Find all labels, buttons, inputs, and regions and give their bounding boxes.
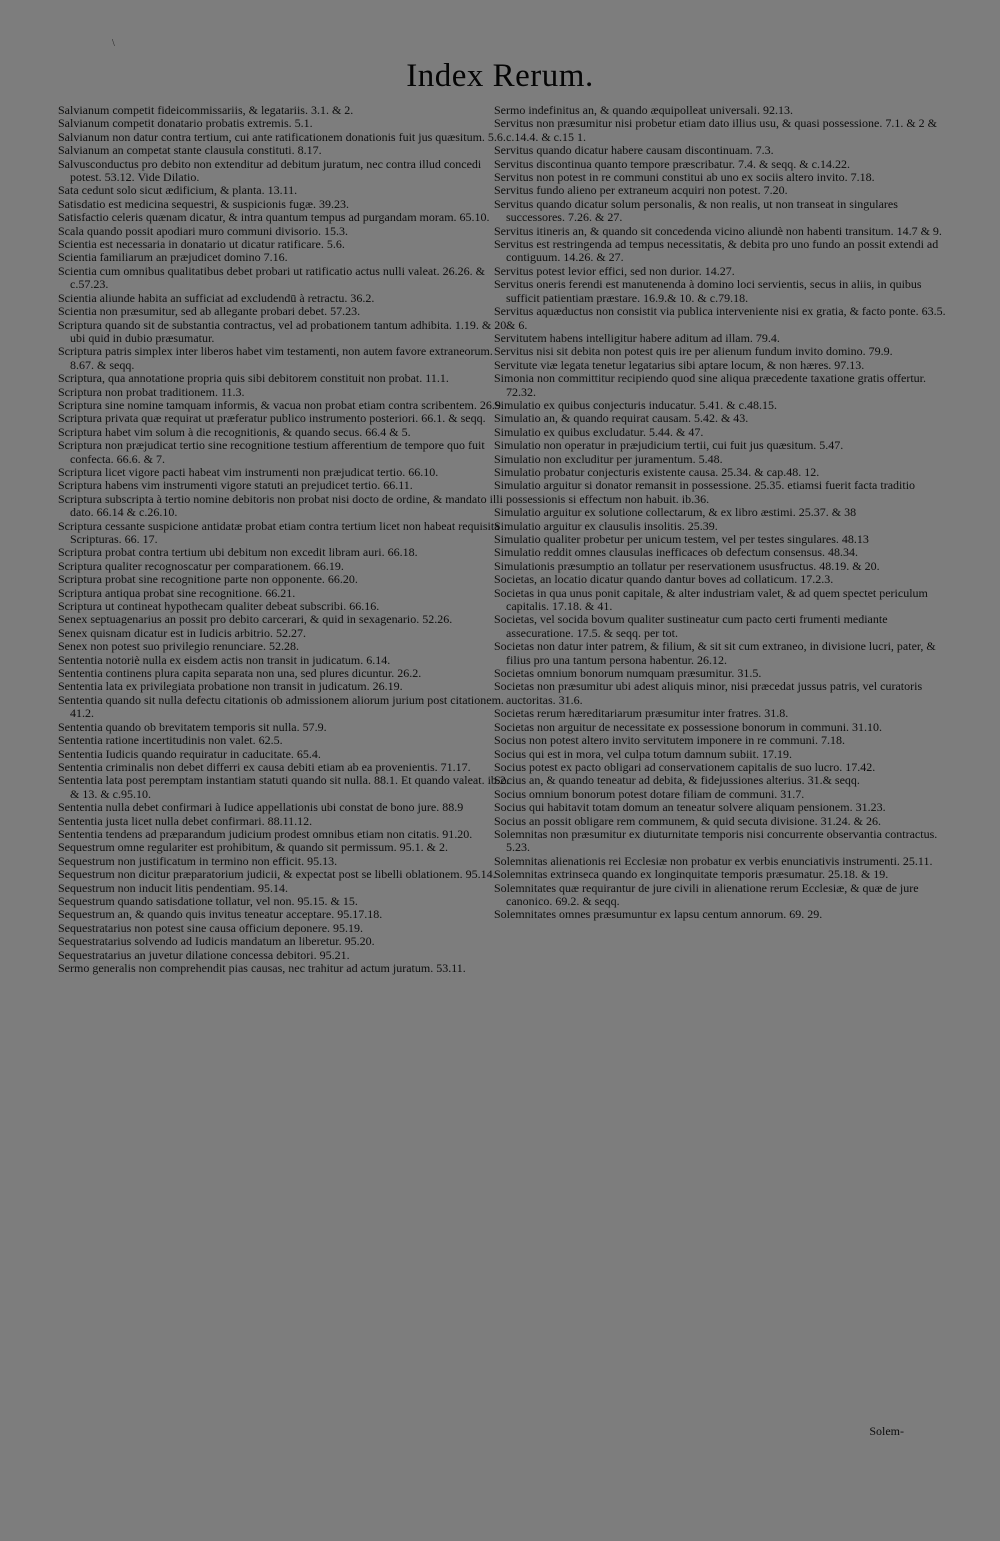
index-entry: Socius potest ex pacto obligari ad conservationem capitalis de suo lucro. 17.42. [494,759,876,774]
index-entry: Scriptura non probat traditionem. 11.3. [58,384,245,399]
index-entry: Scriptura patris simplex inter liberos habet vim testamenti, non autem favore extraneorum. 8.67. & seqq. [58,344,493,372]
index-entry: Servitus aquæductus non consistit via publica interveniente nisi ex gratia, & facto ponte. 63.5. & 6. [494,304,946,332]
index-entry: Sermo indefinitus an, & quando æquipolleat universali. 92.13. [494,104,793,117]
index-entry: Socius an possit obligare rem communem, & quid secuta divisione. 31.24. & 26. [494,813,881,828]
index-entry: Sententia lata ex privilegiata probatione non transit in judicatum. 26.19. [58,679,403,694]
index-entry: Socius an, & quando teneatur ad debita, & fidejussiones alterius. 31.& seqq. [494,773,860,788]
index-column-left [58,104,510,1456]
index-entry: Simulatio arguitur ex clausulis insolitis. 25.39. [494,518,718,533]
index-entry: Sata cedunt solo sicut ædificium, & planta. 13.11. [58,183,298,198]
index-entry: Sequestratarius an juvetur dilatione concessa debitori. 95.21. [58,947,350,962]
index-entry: Scriptura probat contra tertium ubi debitum non excedit libram auri. 66.18. [58,545,418,560]
index-entry: Scriptura probat sine recognitione parte non opponente. 66.20. [58,572,358,587]
index-entry: Sententia nulla debet confirmari à Iudice appellationis ubi constat de bono jure. 88.9 [58,800,464,815]
index-entry: Sequestratarius solvendo ad Iudicis mandatum an liberetur. 95.20. [58,934,375,949]
index-entry: Scientia familiarum an præjudicet domino 7.16. [58,250,288,265]
index-entry: Servitus non potest in re communi constitui ab uno ex sociis altero invito. 7.18. [494,170,875,185]
index-entry: Scientia aliunde habita an sufficiat ad excludendū à retractu. 36.2. [58,290,375,305]
index-entry: Simulatio arguitur ex solutione collectarum, & ex libro æstimi. 25.37. & 38 [494,505,857,520]
index-entry: Salvusconductus pro debito non extenditur ad debitum juratum, nec contra illud concedi potest. 53.12. Vide Dilatio. [58,156,482,185]
index-entry: Scientia cum omnibus qualitatibus debet probari ut ratificatio actus nulli valeat. 26.26. & c.57.23. [58,263,485,292]
index-entry: Societas, vel socida bovum qualiter sustineatur cum pacto certi frumenti mediante assecuratione. 17.5. & seqq. per tot. [494,612,888,640]
index-entry: Scientia est necessaria in donatario ut dicatur ratificare. 5.6. [58,237,345,252]
index-entry: Societas non arguitur de necessitate ex possessione bonorum in communi. 31.10. [494,719,883,734]
index-entry: Socius omnium bonorum potest dotare filiam de communi. 31.7. [494,786,805,801]
index-entry: Solemnitas extrinseca quando ex longinquitate temporis præsumatur. 25.18. & 19. [494,867,889,882]
index-entry: Scientia non præsumitur, sed ab allegante probari debet. 57.23. [58,304,361,319]
index-entry: Simulatio arguitur si donator remansit in possessione. 25.35. etiamsi fuerit facta traditio possessionis si effectum non habuit. ib.36. [494,478,916,506]
index-entry: Sententia notoriè nulla ex eisdem actis non transit in judicatum. 6.14. [58,652,391,667]
index-entry: Servitus non præsumitur nisi probetur etiam dato illius usu, & quasi possessione. 7.1. & 2 & c.14.4. & c.15 1. [494,116,937,144]
index-column-right [494,104,946,1456]
index-entry: Sententia justa licet nulla debet confirmari. 88.11.12. [58,813,313,828]
page-corner-mark: \ [112,38,115,49]
index-entry: Servitus est restringenda ad tempus necessitatis, & debita pro uno fundo an possit extendi ad contiguum. 14.26. & 27. [494,237,939,265]
index-entry: Sequestrum non inducit litis pendentiam. 95.14. [58,880,288,895]
index-entry: Simulatio an, & quando requirat causam. 5.42. & 43. [494,411,749,426]
index-entry: Senex septuagenarius an possit pro debito carcerari, & quid in sexagenario. 52.26. [58,612,453,627]
index-entry: Sequestrum omne regulariter est prohibitum, & quando sit permissum. 95.1. & 2. [58,840,448,855]
index-entry: Sermo generalis non comprehendit pias causas, nec trahitur ad actum juratum. 53.11. [58,961,466,975]
index-entry: Sequestratarius non potest sine causa officium deponere. 95.19. [58,920,364,935]
index-entry: Scriptura quando sit de substantia contractus, vel ad probationem tantum adhibita. 1.19. & 20. ubi quid in dubio præsumatur. [58,317,510,345]
index-entry: Societas in qua unus ponit capitale, & alter industriam valet, & ad quem spectet periculum capitalis. 17.18. & 41. [494,585,928,614]
index-entry: Solemnitates omnes præsumuntur ex lapsu centum annorum. 69. 29. [494,907,823,922]
index-entry: Simulatio probatur conjecturis existente causa. 25.34. & cap.48. 12. [494,464,820,479]
index-entry: Societas non præsumitur ubi adest aliquis minor, nisi præcedat jussus patris, vel curatoris auctoritas. 31.6. [494,679,923,707]
index-entry: Servitus fundo alieno per extraneum acquiri non potest. 7.20. [494,183,788,198]
index-entry: Sententia quando ob brevitatem temporis sit nulla. 57.9. [58,719,327,734]
index-entry: Simulatio qualiter probetur per unicum testem, vel per testes singulares. 48.13 [494,532,869,546]
index-entry: Scriptura licet vigore pacti habeat vim instrumenti non præjudicat tertio. 66.10. [58,464,439,479]
index-entry: Senex non potest suo privilegio renunciare. 52.28. [58,639,299,654]
index-entry: Societas, an locatio dicatur quando dantur boves ad collaticum. 17.2.3. [494,572,834,587]
index-entry: Salvianum an competat stante clausula constituti. 8.17. [58,143,322,158]
index-entry: Societas omnium bonorum numquam præsumitur. 31.5. [494,666,762,681]
index-entry: Sententia Iudicis quando requiratur in caducitate. 65.4. [58,746,321,761]
index-entry: Servitute viæ legata tenetur legatarius sibi aptare locum, & non hæres. 97.13. [494,357,865,372]
index-entry: Simulatio non excluditur per juramentum. 5.48. [494,451,723,466]
index-entry: Solemnitates quæ requirantur de jure civili in alienatione rerum Ecclesiæ, & quæ de jure canonico. 69.2. & seqq. [494,880,919,908]
index-entry: Scriptura habet vim solum à die recognitionis, & quando secus. 66.4 & 5. [58,424,411,439]
index-entry: Senex quisnam dicatur est in Iudicis arbitrio. 52.27. [58,625,306,640]
index-entry: Solemnitas alienationis rei Ecclesiæ non probatur ex verbis enunciativis instrumenti. 25.11. [494,853,933,868]
index-entry: Scriptura habens vim instrumenti vigore statuti an prejudicet tertio. 66.11. [58,478,413,493]
index-entry: Salvianum non datur contra tertium, cui ante ratificationem donationis fuit jus quæsitum. 5.6. [58,129,506,144]
index-entry: Salvianum competit fideicommissariis, & legatariis. 3.1. & 2. [58,104,354,117]
index-entry: Scriptura qualiter recognoscatur per comparationem. 66.19. [58,558,344,573]
index-entry: Scriptura privata quæ requirat ut præferatur publico instrumento posteriori. 66.1. & seqq. [58,411,486,426]
index-entry: Sententia quando sit nulla defectu citationis ob admissionem aliorum jurium post citationem. 41.2. [58,692,504,721]
index-entry: Simulatio reddit omnes clausulas inefficaces ob defectum consensus. 48.34. [494,545,859,560]
index-entry: Simulatio ex quibus conjecturis inducatur. 5.41. & c.48.15. [494,397,777,412]
index-entry: Servitus quando dicatur habere causam discontinuam. 7.3. [494,143,774,158]
index-entry: Socius qui est in mora, vel culpa totum damnum subiit. 17.19. [494,746,792,761]
index-entry: Sententia ratione incertitudinis non valet. 62.5. [58,733,283,748]
index-entry: Societas non datur inter patrem, & filium, & sit sit cum extraneo, in divisione lucri, pater, & filius pro una tantum persona habentur. 26.12. [494,639,936,667]
index-entry: Sequestrum an, & quando quis invitus teneatur acceptare. 95.17.18. [58,907,383,922]
index-entry: Sequestrum non dicitur præparatorium judicii, & expectat post se libelli oblationem. 95.14. [58,867,496,882]
index-entry: Simonia non committitur recipiendo quod sine aliqua præcedente taxatione gratis offertur. 72.32. [494,371,926,399]
index-entry: Servitus quando dicatur solum personalis, & non realis, ut non transeat in singulares successores. 7.26. & 27. [494,196,898,225]
index-entry: Sequestrum non justificatum in termino non efficit. 95.13. [58,853,338,868]
index-entry: Simulatio ex quibus excludatur. 5.44. & 47. [494,424,704,439]
index-entry: Scriptura sine nomine tamquam informis, & vacua non probat etiam contra scribentem. 26.9. [58,397,504,412]
index-entry: Servitus potest levior effici, sed non durior. 14.27. [494,263,735,278]
index-entry: Satisfactio celeris quænam dicatur, & intra quantum tempus ad purgandam moram. 65.10. [58,210,490,225]
index-entry: Socius non potest altero invito servitutem imponere in re communi. 7.18. [494,733,845,748]
index-entry: Scriptura antiqua probat sine recognitione. 66.21. [58,585,296,600]
index-entry: Sententia tendens ad præparandum judicium prodest omnibus etiam non citatis. 91.20. [58,826,473,841]
index-entry: Sententia lata post peremptam instantiam statuti quando sit nulla. 88.1. Et quando valeat. ib.2. & 13. & c.95.10. [58,773,509,801]
index-entry: Societas rerum hæreditariarum præsumitur inter fratres. 31.8. [494,706,789,721]
index-entry: Scriptura, qua annotatione propria quis sibi debitorem constituit non probat. 11.1. [58,371,449,386]
index-entry: Scriptura subscripta à tertio nomine debitoris non probat nisi docto de ordine, & mandato illi dato. 66.14 & c.26.10. [58,491,503,520]
index-entry: Sententia criminalis non debet differri ex causa debiti etiam ab ea provenientis. 71.17. [58,759,471,774]
page-title: Index Rerum. [406,58,594,94]
index-entry: Salvianum competit donatario probatis extremis. 5.1. [58,116,313,131]
index-entry: Satisdatio est medicina sequestri, & suspicionis fugæ. 39.23. [58,196,349,211]
index-entry: Solemnitas non præsumitur ex diuturnitate temporis nisi concurrente observantia contractus. 5.23. [494,826,938,855]
index-entry: Servitutem habens intelligitur habere aditum ad illam. 79.4. [494,330,780,345]
index-entry: Scriptura cessante suspicione antidatæ probat etiam contra tertium licet non habeat requisita Scripturas. 66. 17. [58,518,500,546]
index-entry: Sententia continens plura capita separata non una, sed plures dicuntur. 26.2. [58,666,422,681]
catchword: Solem- [869,1424,904,1438]
index-entry: Scriptura ut contineat hypothecam qualiter debeat subscribi. 66.16. [58,599,380,614]
index-entry: Servitus itineris an, & quando sit concedenda vicino aliundè non habenti transitum. 14.7 & 9. [494,223,942,238]
index-entry: Servitus nisi sit debita non potest quis ire per alienum fundum invito domino. 79.9. [494,344,893,359]
index-entry: Servitus oneris ferendi est manutenenda à domino loci servientis, secus in aliis, in quibus sufficit patientiam præstare. 16.9.& 10. & c.79.18. [494,277,922,305]
index-entry: Socius qui habitavit totam domum an teneatur solvere aliquam pensionem. 31.23. [494,800,886,815]
index-entry: Simulationis præsumptio an tollatur per reservationem ususfructus. 48.19. & 20. [494,558,880,573]
index-entry: Simulatio non operatur in præjudicium tertii, cui fuit jus quæsitum. 5.47. [494,438,844,453]
index-entry: Scala quando possit apodiari muro communi divisorio. 15.3. [58,223,348,238]
index-entry: Servitus discontinua quanto tempore præscribatur. 7.4. & seqq. & c.14.22. [494,156,850,171]
index-entry: Sequestrum quando satisdatione tollatur, vel non. 95.15. & 15. [58,893,358,908]
index-entry: Scriptura non præjudicat tertio sine recognitione testium afferentium de tempore quo fuit confecta. 66.6. & 7. [58,438,485,466]
